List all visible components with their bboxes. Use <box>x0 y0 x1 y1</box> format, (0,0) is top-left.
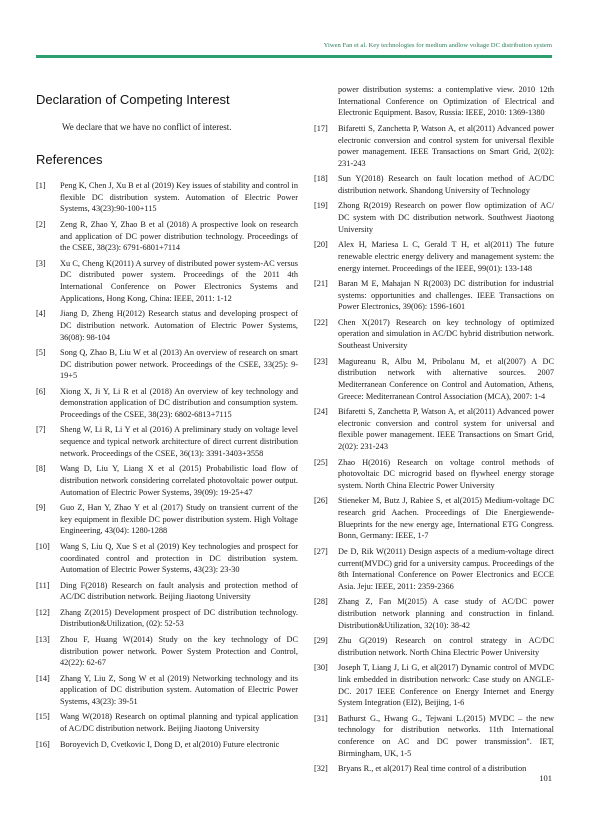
reference-item <box>314 457 554 492</box>
reference-item <box>314 546 554 593</box>
reference-text: Wang D, Liu Y, Liang X et al (2015) Probabilistic load flow of distribution network considering correlated photovoltaic power output. Automation of Electric Power Systems, 39(09): 19-25+47 <box>60 464 298 497</box>
reference-text: Bryans R., et al(2017) Real time control of a distribution <box>338 764 527 774</box>
header-rule <box>36 55 552 58</box>
reference-number: [12] <box>36 607 50 617</box>
reference-number: [6] <box>36 386 46 396</box>
reference-number: [9] <box>36 503 46 513</box>
reference-item <box>36 607 298 630</box>
reference-item <box>314 356 554 403</box>
reference-text: De D, Rik W(2011) Design aspects of a medium-voltage direct current(MVDC) grid for a university campus. Proceedings of the 8th International Conference on Power Electronics and ECCE Asia. Jeju: IEEE, 2011: 2359-2366 <box>338 546 554 591</box>
reference-text: Ding F(2018) Research on fault analysis and protection method of AC/DC distribution network. Beijing Jiaotong University <box>60 580 298 602</box>
reference-item <box>314 763 554 775</box>
reference-number: [14] <box>36 673 50 683</box>
reference-number: [31] <box>314 713 328 723</box>
reference-text: Jiang D, Zheng H(2012) Research status and developing prospect of DC distribution network. Automation of Electric Power Systems, 36(08): 98-104 <box>60 309 298 342</box>
reference-item <box>36 463 298 498</box>
reference-text: Guo Z, Han Y, Zhao Y et al (2017) Study on transient current of the key equipment in flexible DC power distribution system. High Voltage Engineering, 43(04): 1280-1288 <box>60 503 298 536</box>
reference-number: [10] <box>36 541 50 551</box>
right-column <box>314 84 554 779</box>
reference-number: [18] <box>314 174 328 184</box>
reference-number: [22] <box>314 317 328 327</box>
reference-number: [20] <box>314 240 328 250</box>
reference-item <box>36 580 298 603</box>
running-header: Yiwen Fan et al. Key technologies for medium andlow voltage DC distribution system <box>323 42 552 49</box>
reference-item <box>36 739 298 751</box>
reference-text: Wang S, Liu Q, Xue S et al (2019) Key technologies and prospect for coordinated control and protection in DC distribution system. Automation of Electric Power Systems, 43(23): 23-30 <box>60 541 298 575</box>
reference-text: Zeng R, Zhao Y, Zhao B et al (2018) A prospective look on research and application of DC power distribution technology. Proceedings of the CSEE, 38(23): 6791-6801+7114 <box>60 219 298 253</box>
reference-text: Zhong R(2019) Research on power flow optimization of AC/ DC system with DC distribution network. Southwest Jiaotong University <box>338 201 554 234</box>
reference-number: [26] <box>314 496 328 506</box>
reference-text: Peng K, Chen J, Xu B et al (2019) Key issues of stability and control in flexible DC distribution system. Automation of Electric Power Systems, 43(23):90-100+115 <box>60 181 298 214</box>
reference-number: [3] <box>36 258 46 268</box>
reference-text: Zhang Y, Liu Z, Song W et al (2019) Networking technology and its application of DC distribution system. Automation of Electric Power Systems, 43(23): 39-51 <box>60 673 298 707</box>
reference-number: [25] <box>314 457 328 467</box>
reference-text: Zhang Z, Fan M(2015) A case study of AC/DC power distribution network planning and construction in finland. Distribution&Utilization, 32(10): 38-42 <box>338 597 554 630</box>
reference-text: Zhao H(2016) Research on voltage control methods of photovoltaic DC microgrid based on flywheel energy storage system. North China Electric Power University <box>338 457 554 490</box>
reference-text: Xiong X, Ji Y, Li R et al (2018) An overview of key technology and demonstration application of DC distribution and consumption system. Proceedings of the CSEE, 38(23): 6802-6813+7115 <box>60 386 298 420</box>
reference-item <box>314 596 554 631</box>
reference-number: [32] <box>314 764 328 774</box>
reference-text: Zhou F, Huang W(2014) Study on the key technology of DC distribution power network. Power System Protection and Control, 42(22): 62-67 <box>60 634 298 668</box>
reference-text: Chen X(2017) Research on key technology of optimized operation and simulation in AC/DC hybrid distribution network. Southeast University <box>338 317 554 351</box>
reference-text: Alex H, Mariesa L C, Gerald T H, et al(2011) The future renewable electric energy delivery and management system: the energy internet. Proceedings of the IEEE, 99(01): 133-148 <box>338 240 554 273</box>
reference-item <box>36 347 298 382</box>
reference-number: [29] <box>314 636 328 646</box>
reference-text: Sun Y(2018) Research on fault location method of AC/DC distribution network. Shandong University of Technology <box>338 174 554 195</box>
reference-number: [7] <box>36 425 46 435</box>
reference-number: [27] <box>314 546 328 556</box>
reference-text: Boroyevich D, Cvetkovic I, Dong D, et al(2010) Future electronic <box>60 739 280 749</box>
reference-text: Zhu G(2019) Research on control strategy in AC/DC distribution network. North China Electric Power University <box>338 636 554 657</box>
reference-text: Bifaretti S, Zanchetta P, Watson A, et al(2011) Advanced power electronic conversion and control system for universal flexible power management. IEEE Transactions on Smart Grid, 2(02): 231-243 <box>338 123 554 168</box>
reference-item <box>36 308 298 343</box>
reference-text: Xu C, Cheng K(2011) A survey of distributed power system-AC versus DC distributed power system. Proceedings of the 2011 4th International Conference on Power Electronics Systems and Applications, Hong Kong, China: IEEE, 2011: 1-12 <box>60 258 298 303</box>
left-column <box>36 84 298 754</box>
references-heading: References <box>36 152 103 167</box>
reference-text: Song Q, Zhao B, Liu W et al (2013) An overview of research on smart DC distribution power network. Proceedings of the CSEE, 33(25): 9-19+5 <box>60 347 298 381</box>
reference-item <box>314 713 554 760</box>
right-reference-list <box>314 123 554 775</box>
page-number: 101 <box>539 773 552 783</box>
reference-text: Joseph T, Liang J, Li G, et al(2017) Dynamic control of MVDC link embedded in distribution network: Case study on ANGLE-DC. 2017 IEEE Conference on Energy Internet and Energy System Integration (EI2), Beijing, 1-6 <box>338 663 554 708</box>
reference-continuation: power distribution systems: a contemplative view. 2010 12th International Conference on Optimization of Electrical and Electronic Equipment. Basov, Russia: IEEE, 2010: 1369-1380 <box>338 85 554 118</box>
reference-item <box>36 541 298 576</box>
reference-number: [13] <box>36 634 50 644</box>
reference-number: [16] <box>36 739 50 749</box>
reference-number: [28] <box>314 597 328 607</box>
reference-item <box>314 200 554 235</box>
reference-item <box>314 406 554 453</box>
reference-text: Stieneker M, Butz J, Rabiee S, et al(2015) Medium-voltage DC research grid Aachen. Proceedings of Die Energiewende-Blueprints for the new energy age, International ETG Congress. Bonn, Germany: IEEE, 1-7 <box>338 496 554 541</box>
reference-number: [11] <box>36 580 50 590</box>
reference-number: [17] <box>314 123 328 133</box>
reference-item <box>314 173 554 196</box>
reference-text: Sheng W, Li R, Li Y et al (2016) A preliminary study on voltage level sequence and typical network architecture of direct current distribution network. Proceedings of the CSEE, 36(13): 3391-3403+3558 <box>60 425 298 458</box>
reference-number: [1] <box>36 181 46 190</box>
reference-text: Baran M E, Mahajan N R(2003) DC distribution for industrial systems: opportunities and challenges. IEEE Transactions on Power Electronics, 39(06): 1596-1601 <box>338 278 554 312</box>
reference-text: Magureanu R, Albu M, Pribolanu M, et al(2007) A DC distribution network with alternative sources. 2007 Mediterranean Conference on Control and Automation, Athens, Greece: Mediterranean Control Association (MCA), 2007: 1-4 <box>338 356 554 401</box>
reference-item <box>314 662 554 709</box>
reference-item <box>36 673 298 708</box>
declaration-text: We declare that we have no conflict of interest. <box>62 122 232 132</box>
reference-text: Bifaretti S, Zanchetta P, Watson A, et al(2011) Advanced power electronic conversion and control system for universal and flexible power management. IEEE Transactions on Smart Grid, 2(02): 231-243 <box>338 407 554 452</box>
reference-text: Bathurst G., Hwang G., Tejwani L.(2015) MVDC – the new technology for distribution networks. 11th International conference on AC and DC power transmission". IET, Birmingham, UK, 1-5 <box>338 713 554 758</box>
reference-item <box>314 317 554 352</box>
reference-number: [5] <box>36 347 46 357</box>
left-reference-list <box>36 180 298 750</box>
reference-item <box>314 635 554 658</box>
reference-item <box>36 634 298 669</box>
reference-number: [23] <box>314 356 328 366</box>
reference-number: [24] <box>314 407 328 417</box>
reference-text: Wang W(2018) Research on optimal planning and typical application of AC/DC distribution network. Beijing Jiaotong University <box>60 712 298 734</box>
reference-item <box>36 180 298 215</box>
reference-item <box>36 386 298 421</box>
reference-number: [15] <box>36 712 50 722</box>
reference-number: [2] <box>36 219 46 229</box>
reference-item <box>314 123 554 170</box>
reference-item <box>36 424 298 459</box>
reference-item <box>314 278 554 313</box>
reference-item <box>36 258 298 305</box>
reference-item <box>36 502 298 537</box>
reference-number: [4] <box>36 309 46 319</box>
reference-item <box>36 219 298 254</box>
reference-number: [21] <box>314 278 328 288</box>
reference-text: Zhang Z(2015) Development prospect of DC distribution technology. Distribution&Utilization, (02): 52-53 <box>60 607 298 629</box>
declaration-heading: Declaration of Competing Interest <box>36 92 230 107</box>
reference-item <box>314 495 554 542</box>
reference-item <box>36 711 298 734</box>
reference-number: [30] <box>314 663 328 673</box>
reference-number: [8] <box>36 464 46 474</box>
reference-item <box>314 239 554 274</box>
reference-number: [19] <box>314 201 328 211</box>
